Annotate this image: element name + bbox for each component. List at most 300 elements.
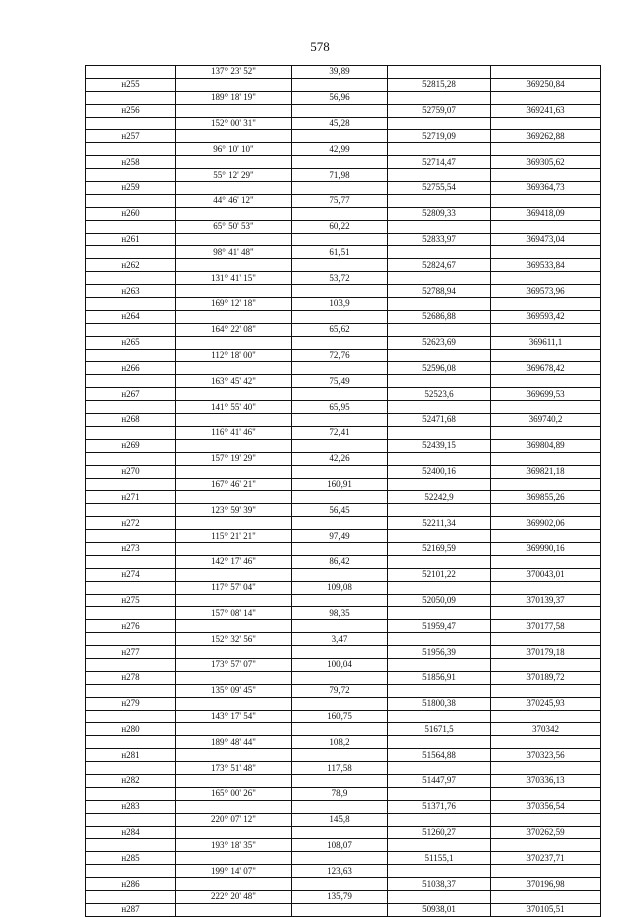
point-name-cell (86, 839, 176, 852)
point-row (86, 78, 601, 91)
y-coordinate-cell: 369804,89 (491, 439, 601, 452)
point-row (86, 878, 601, 891)
direction-angle-cell (176, 233, 292, 246)
y-coordinate-cell (491, 658, 601, 671)
direction-angle-cell: 157° 08' 14" (176, 607, 292, 620)
x-coordinate-cell: 52759,07 (388, 104, 491, 117)
y-coordinate-cell (491, 323, 601, 336)
direction-angle-cell (176, 671, 292, 684)
segment-length-cell (292, 491, 388, 504)
x-coordinate-cell: 52719,09 (388, 130, 491, 143)
x-coordinate-cell: 52169,59 (388, 542, 491, 555)
x-coordinate-cell (388, 272, 491, 285)
y-coordinate-cell (491, 375, 601, 388)
y-coordinate-cell (491, 220, 601, 233)
direction-angle-cell (176, 388, 292, 401)
segment-length-cell (292, 826, 388, 839)
direction-angle-cell: 143° 17' 54" (176, 710, 292, 723)
segment-length-cell (292, 388, 388, 401)
direction-angle-cell (176, 207, 292, 220)
y-coordinate-cell (491, 607, 601, 620)
direction-angle-cell (176, 491, 292, 504)
direction-angle-cell (176, 182, 292, 195)
x-coordinate-cell (388, 891, 491, 904)
point-row (86, 852, 601, 865)
x-coordinate-cell: 51856,91 (388, 671, 491, 684)
direction-angle-cell (176, 800, 292, 813)
x-coordinate-cell (388, 607, 491, 620)
x-coordinate-cell: 51956,39 (388, 646, 491, 659)
y-coordinate-cell (491, 66, 601, 79)
point-name-cell: н271 (86, 491, 176, 504)
x-coordinate-cell: 52101,22 (388, 568, 491, 581)
direction-angle-cell (176, 336, 292, 349)
segment-length-cell (292, 233, 388, 246)
y-coordinate-cell: 369250,84 (491, 78, 601, 91)
point-name-cell (86, 684, 176, 697)
y-coordinate-cell: 369593,42 (491, 310, 601, 323)
x-coordinate-cell (388, 323, 491, 336)
x-coordinate-cell (388, 504, 491, 517)
x-coordinate-cell: 52824,67 (388, 259, 491, 272)
point-name-cell: н256 (86, 104, 176, 117)
segment-length-cell: 78,9 (292, 787, 388, 800)
x-coordinate-cell: 51038,37 (388, 878, 491, 891)
point-name-cell: н281 (86, 749, 176, 762)
segment-length-cell (292, 130, 388, 143)
point-name-cell (86, 349, 176, 362)
coordinates-table-body (86, 66, 601, 917)
x-coordinate-cell: 51800,38 (388, 697, 491, 710)
segment-length-cell: 65,62 (292, 323, 388, 336)
direction-angle-cell (176, 878, 292, 891)
segment-row (86, 478, 601, 491)
segment-length-cell (292, 156, 388, 169)
point-name-cell: н273 (86, 542, 176, 555)
point-row (86, 697, 601, 710)
segment-length-cell (292, 646, 388, 659)
segment-length-cell (292, 774, 388, 787)
x-coordinate-cell (388, 684, 491, 697)
segment-length-cell (292, 414, 388, 427)
direction-angle-cell (176, 774, 292, 787)
point-row (86, 800, 601, 813)
direction-angle-cell (176, 465, 292, 478)
segment-row (86, 194, 601, 207)
point-name-cell (86, 658, 176, 671)
direction-angle-cell: 96° 10' 10" (176, 143, 292, 156)
point-name-cell: н267 (86, 388, 176, 401)
segment-row (86, 555, 601, 568)
y-coordinate-cell: 369418,09 (491, 207, 601, 220)
segment-length-cell: 72,41 (292, 426, 388, 439)
direction-angle-cell (176, 104, 292, 117)
point-name-cell: н272 (86, 517, 176, 530)
point-row (86, 594, 601, 607)
point-name-cell (86, 169, 176, 182)
segment-row (86, 272, 601, 285)
segment-row (86, 452, 601, 465)
direction-angle-cell: 173° 57' 07" (176, 658, 292, 671)
point-name-cell (86, 401, 176, 414)
x-coordinate-cell (388, 298, 491, 311)
direction-angle-cell: 65° 50' 53" (176, 220, 292, 233)
point-name-cell (86, 323, 176, 336)
segment-length-cell (292, 903, 388, 916)
point-row (86, 517, 601, 530)
y-coordinate-cell (491, 530, 601, 543)
point-row (86, 388, 601, 401)
y-coordinate-cell (491, 117, 601, 130)
y-coordinate-cell: 369364,73 (491, 182, 601, 195)
segment-length-cell: 60,22 (292, 220, 388, 233)
direction-angle-cell: 44° 46' 12" (176, 194, 292, 207)
x-coordinate-cell: 52623,69 (388, 336, 491, 349)
y-coordinate-cell: 370342 (491, 723, 601, 736)
y-coordinate-cell (491, 246, 601, 259)
direction-angle-cell (176, 362, 292, 375)
segment-row (86, 684, 601, 697)
segment-length-cell: 53,72 (292, 272, 388, 285)
x-coordinate-cell (388, 143, 491, 156)
direction-angle-cell: 137° 23' 52" (176, 66, 292, 79)
point-name-cell (86, 143, 176, 156)
segment-length-cell: 79,72 (292, 684, 388, 697)
segment-length-cell: 86,42 (292, 555, 388, 568)
x-coordinate-cell: 51959,47 (388, 620, 491, 633)
segment-length-cell (292, 749, 388, 762)
point-name-cell (86, 478, 176, 491)
y-coordinate-cell: 370323,56 (491, 749, 601, 762)
point-name-cell: н268 (86, 414, 176, 427)
y-coordinate-cell (491, 91, 601, 104)
direction-angle-cell (176, 78, 292, 91)
point-row (86, 207, 601, 220)
y-coordinate-cell: 369305,62 (491, 156, 601, 169)
direction-angle-cell: 135° 09' 45" (176, 684, 292, 697)
direction-angle-cell (176, 749, 292, 762)
x-coordinate-cell (388, 375, 491, 388)
segment-length-cell (292, 517, 388, 530)
segment-length-cell (292, 568, 388, 581)
x-coordinate-cell (388, 478, 491, 491)
direction-angle-cell: 189° 18' 19" (176, 91, 292, 104)
point-name-cell: н284 (86, 826, 176, 839)
y-coordinate-cell (491, 762, 601, 775)
segment-length-cell (292, 336, 388, 349)
point-name-cell: н276 (86, 620, 176, 633)
segment-length-cell: 3,47 (292, 633, 388, 646)
x-coordinate-cell: 51371,76 (388, 800, 491, 813)
y-coordinate-cell (491, 865, 601, 878)
x-coordinate-cell (388, 633, 491, 646)
segment-row (86, 504, 601, 517)
point-name-cell: н270 (86, 465, 176, 478)
x-coordinate-cell (388, 452, 491, 465)
y-coordinate-cell: 370237,71 (491, 852, 601, 865)
y-coordinate-cell (491, 478, 601, 491)
x-coordinate-cell (388, 658, 491, 671)
point-name-cell (86, 117, 176, 130)
segment-length-cell: 135,79 (292, 891, 388, 904)
point-name-cell: н274 (86, 568, 176, 581)
segment-row (86, 658, 601, 671)
direction-angle-cell: 163° 45' 42" (176, 375, 292, 388)
segment-row (86, 633, 601, 646)
segment-length-cell (292, 259, 388, 272)
direction-angle-cell (176, 517, 292, 530)
direction-angle-cell: 173° 51' 48" (176, 762, 292, 775)
y-coordinate-cell: 369473,04 (491, 233, 601, 246)
segment-length-cell: 42,99 (292, 143, 388, 156)
direction-angle-cell: 157° 19' 29" (176, 452, 292, 465)
direction-angle-cell: 55° 12' 29" (176, 169, 292, 182)
point-row (86, 130, 601, 143)
point-name-cell: н287 (86, 903, 176, 916)
point-name-cell: н286 (86, 878, 176, 891)
segment-row (86, 787, 601, 800)
segment-row (86, 143, 601, 156)
segment-length-cell (292, 104, 388, 117)
x-coordinate-cell (388, 91, 491, 104)
segment-length-cell (292, 852, 388, 865)
direction-angle-cell: 115° 21' 21" (176, 530, 292, 543)
direction-angle-cell (176, 620, 292, 633)
point-row (86, 723, 601, 736)
direction-angle-cell: 199° 14' 07" (176, 865, 292, 878)
x-coordinate-cell: 52596,08 (388, 362, 491, 375)
point-name-cell (86, 891, 176, 904)
direction-angle-cell (176, 594, 292, 607)
segment-row (86, 426, 601, 439)
point-name-cell (86, 787, 176, 800)
segment-length-cell (292, 671, 388, 684)
point-row (86, 620, 601, 633)
y-coordinate-cell: 370043,01 (491, 568, 601, 581)
x-coordinate-cell (388, 426, 491, 439)
segment-length-cell: 71,98 (292, 169, 388, 182)
point-name-cell (86, 246, 176, 259)
y-coordinate-cell: 370179,18 (491, 646, 601, 659)
direction-angle-cell: 193° 18' 35" (176, 839, 292, 852)
segment-row (86, 169, 601, 182)
point-name-cell (86, 220, 176, 233)
point-row (86, 336, 601, 349)
x-coordinate-cell (388, 555, 491, 568)
segment-length-cell: 98,35 (292, 607, 388, 620)
segment-length-cell: 108,07 (292, 839, 388, 852)
segment-row (86, 401, 601, 414)
segment-row (86, 117, 601, 130)
segment-length-cell: 75,49 (292, 375, 388, 388)
point-row (86, 362, 601, 375)
y-coordinate-cell: 370245,93 (491, 697, 601, 710)
x-coordinate-cell (388, 813, 491, 826)
direction-angle-cell: 152° 32' 56" (176, 633, 292, 646)
segment-row (86, 298, 601, 311)
point-name-cell (86, 736, 176, 749)
y-coordinate-cell: 369740,2 (491, 414, 601, 427)
point-row (86, 568, 601, 581)
point-name-cell: н255 (86, 78, 176, 91)
x-coordinate-cell: 51155,1 (388, 852, 491, 865)
point-name-cell (86, 581, 176, 594)
y-coordinate-cell: 370262,59 (491, 826, 601, 839)
x-coordinate-cell: 52471,68 (388, 414, 491, 427)
segment-row (86, 607, 601, 620)
point-row (86, 156, 601, 169)
y-coordinate-cell (491, 891, 601, 904)
y-coordinate-cell (491, 143, 601, 156)
point-name-cell (86, 194, 176, 207)
direction-angle-cell (176, 903, 292, 916)
y-coordinate-cell (491, 581, 601, 594)
x-coordinate-cell: 52211,34 (388, 517, 491, 530)
segment-row (86, 91, 601, 104)
y-coordinate-cell (491, 555, 601, 568)
segment-row (86, 581, 601, 594)
segment-length-cell (292, 182, 388, 195)
point-row (86, 671, 601, 684)
point-name-cell: н264 (86, 310, 176, 323)
segment-length-cell: 117,58 (292, 762, 388, 775)
x-coordinate-cell: 52788,94 (388, 285, 491, 298)
direction-angle-cell (176, 310, 292, 323)
segment-length-cell (292, 723, 388, 736)
segment-length-cell: 72,76 (292, 349, 388, 362)
y-coordinate-cell: 369678,42 (491, 362, 601, 375)
direction-angle-cell: 112° 18' 00" (176, 349, 292, 362)
point-name-cell (86, 607, 176, 620)
y-coordinate-cell: 370105,51 (491, 903, 601, 916)
point-name-cell: н262 (86, 259, 176, 272)
direction-angle-cell: 222° 20' 48" (176, 891, 292, 904)
x-coordinate-cell (388, 710, 491, 723)
x-coordinate-cell (388, 530, 491, 543)
point-name-cell (86, 762, 176, 775)
x-coordinate-cell (388, 117, 491, 130)
x-coordinate-cell: 51564,88 (388, 749, 491, 762)
point-name-cell: н257 (86, 130, 176, 143)
segment-row (86, 839, 601, 852)
point-name-cell: н275 (86, 594, 176, 607)
segment-length-cell: 160,91 (292, 478, 388, 491)
segment-length-cell (292, 465, 388, 478)
point-name-cell: н269 (86, 439, 176, 452)
y-coordinate-cell: 369990,16 (491, 542, 601, 555)
point-name-cell (86, 66, 176, 79)
direction-angle-cell: 189° 48' 44" (176, 736, 292, 749)
x-coordinate-cell: 52809,33 (388, 207, 491, 220)
y-coordinate-cell (491, 349, 601, 362)
point-name-cell (86, 426, 176, 439)
y-coordinate-cell (491, 736, 601, 749)
point-name-cell (86, 91, 176, 104)
y-coordinate-cell (491, 710, 601, 723)
y-coordinate-cell (491, 504, 601, 517)
point-name-cell (86, 452, 176, 465)
point-name-cell (86, 710, 176, 723)
x-coordinate-cell (388, 839, 491, 852)
direction-angle-cell: 123° 59' 39" (176, 504, 292, 517)
coordinates-table (85, 65, 601, 917)
y-coordinate-cell: 369821,18 (491, 465, 601, 478)
direction-angle-cell: 142° 17' 46" (176, 555, 292, 568)
x-coordinate-cell (388, 762, 491, 775)
x-coordinate-cell: 52686,88 (388, 310, 491, 323)
point-row (86, 749, 601, 762)
y-coordinate-cell (491, 194, 601, 207)
point-name-cell: н265 (86, 336, 176, 349)
point-row (86, 259, 601, 272)
point-row (86, 104, 601, 117)
segment-length-cell: 97,49 (292, 530, 388, 543)
x-coordinate-cell (388, 194, 491, 207)
y-coordinate-cell: 370356,54 (491, 800, 601, 813)
x-coordinate-cell: 51260,27 (388, 826, 491, 839)
point-name-cell (86, 555, 176, 568)
direction-angle-cell: 141° 55' 40" (176, 401, 292, 414)
y-coordinate-cell: 370336,13 (491, 774, 601, 787)
y-coordinate-cell (491, 452, 601, 465)
point-row (86, 182, 601, 195)
x-coordinate-cell (388, 581, 491, 594)
y-coordinate-cell: 369855,26 (491, 491, 601, 504)
segment-length-cell (292, 542, 388, 555)
direction-angle-cell: 165° 00' 26" (176, 787, 292, 800)
y-coordinate-cell: 369611,1 (491, 336, 601, 349)
point-name-cell (86, 530, 176, 543)
point-name-cell (86, 813, 176, 826)
direction-angle-cell (176, 646, 292, 659)
direction-angle-cell: 220° 07' 12" (176, 813, 292, 826)
direction-angle-cell: 117° 57' 04" (176, 581, 292, 594)
point-row (86, 646, 601, 659)
x-coordinate-cell: 52439,15 (388, 439, 491, 452)
point-row (86, 285, 601, 298)
segment-length-cell (292, 594, 388, 607)
segment-length-cell: 100,04 (292, 658, 388, 671)
point-name-cell: н285 (86, 852, 176, 865)
y-coordinate-cell: 369262,88 (491, 130, 601, 143)
point-name-cell (86, 298, 176, 311)
segment-length-cell (292, 362, 388, 375)
y-coordinate-cell: 370177,58 (491, 620, 601, 633)
direction-angle-cell (176, 542, 292, 555)
direction-angle-cell (176, 826, 292, 839)
direction-angle-cell (176, 156, 292, 169)
segment-row (86, 710, 601, 723)
x-coordinate-cell: 52050,09 (388, 594, 491, 607)
y-coordinate-cell (491, 169, 601, 182)
segment-length-cell: 108,2 (292, 736, 388, 749)
y-coordinate-cell (491, 401, 601, 414)
segment-length-cell (292, 878, 388, 891)
page-number: 578 (310, 39, 330, 54)
point-name-cell: н282 (86, 774, 176, 787)
segment-length-cell (292, 620, 388, 633)
point-name-cell: н278 (86, 671, 176, 684)
segment-row (86, 530, 601, 543)
segment-length-cell (292, 207, 388, 220)
point-name-cell: н259 (86, 182, 176, 195)
x-coordinate-cell (388, 349, 491, 362)
x-coordinate-cell (388, 401, 491, 414)
point-row (86, 465, 601, 478)
x-coordinate-cell: 52815,28 (388, 78, 491, 91)
x-coordinate-cell (388, 787, 491, 800)
x-coordinate-cell: 52523,6 (388, 388, 491, 401)
